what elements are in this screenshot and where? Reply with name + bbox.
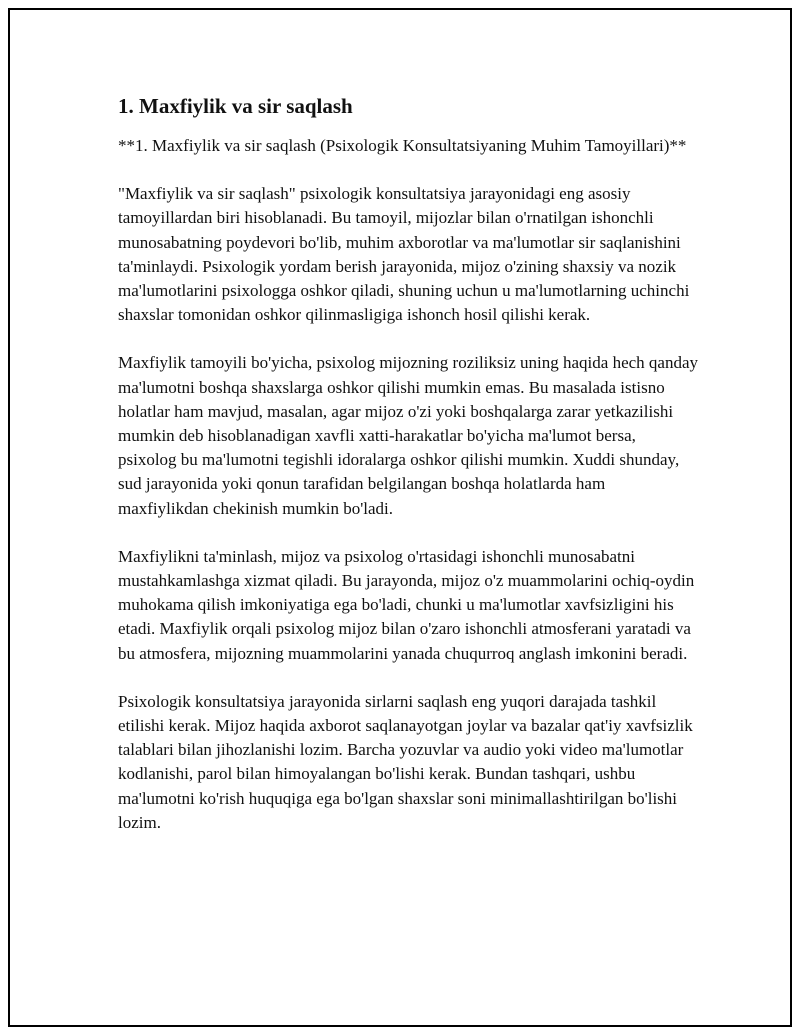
section-heading: 1. Maxfiylik va sir saqlash — [118, 94, 353, 118]
subtitle-paragraph: **1. Maxfiylik va sir saqlash (Psixologik Konsultatsiyaning Muhim Tamoyillari)** — [118, 136, 687, 155]
paragraph-4: Psixologik konsultatsiya jarayonida sirlarni saqlash eng yuqori darajada tashkil etilishi kerak. Mijoz haqida axborot saqlanayotgan joylar va bazalar qat'iy xavfsizlik talablari bilan jihozlanishi lozim. Barcha yozuvlar va audio yoki video ma'lumotlar kodlanishi, parol bilan himoyalangan bo'lishi kerak. Bundan tashqari, ushbu ma'lumotni ko'rish huquqiga ega bo'lgan shaxslar soni minimallashtirilgan bo'lishi lozim. — [118, 691, 693, 832]
document-body — [118, 92, 698, 859]
paragraph-1: "Maxfiylik va sir saqlash" psixologik konsultatsiya jarayonidagi eng asosiy tamoyillardan biri hisoblanadi. Bu tamoyil, mijozlar bilan o'rnatilgan ishonchli munosabatning poydevori bo'lib, muhim axborotlar va ma'lumotlar sir saqlanishini ta'minlaydi. Psixologik yordam berish jarayonida, mijoz o'zining shaxsiy va nozik ma'lumotlarini psixologga oshkor qiladi, shuning uchun u ma'lumotlarning uchinchi shaxslar tomonidan oshkor qilinmasligiga ishonch hosil qilishi kerak. — [118, 184, 690, 325]
paragraph-2: Maxfiylik tamoyili bo'yicha, psixolog mijozning roziliksiz uning haqida hech qanday ma'lumotni boshqa shaxslarga oshkor qilishi mumkin emas. Bu masalada istisno holatlar ham mavjud, masalan, agar mijoz o'zi yoki boshqalarga zarar yetkazilishi mumkin deb hisoblanadigan xavfli xatti-harakatlar bo'yicha ma'lumot bersa, psixolog bu ma'lumotni tegishli idoralarga oshkor qilishi mumkin. Xuddi shunday, sud jarayonida yoki qonun tarafidan belgilangan boshqa holatlarda ham maxfiylikdan chekinish mumkin bo'ladi. — [118, 353, 699, 518]
paragraph-3: Maxfiylikni ta'minlash, mijoz va psixolog o'rtasidagi ishonchli munosabatni mustahkamlashga xizmat qiladi. Bu jarayonda, mijoz o'z muammolarini ochiq-oydin muhokama qilish imkoniyatiga ega bo'ladi, chunki u ma'lumotlar xavfsizligini his etadi. Maxfiylik orqali psixolog mijoz bilan o'zaro ishonchli atmosferani yaratadi va bu atmosfera, mijozning muammolarini yanada chuqurroq anglash imkonini beradi. — [118, 546, 695, 663]
